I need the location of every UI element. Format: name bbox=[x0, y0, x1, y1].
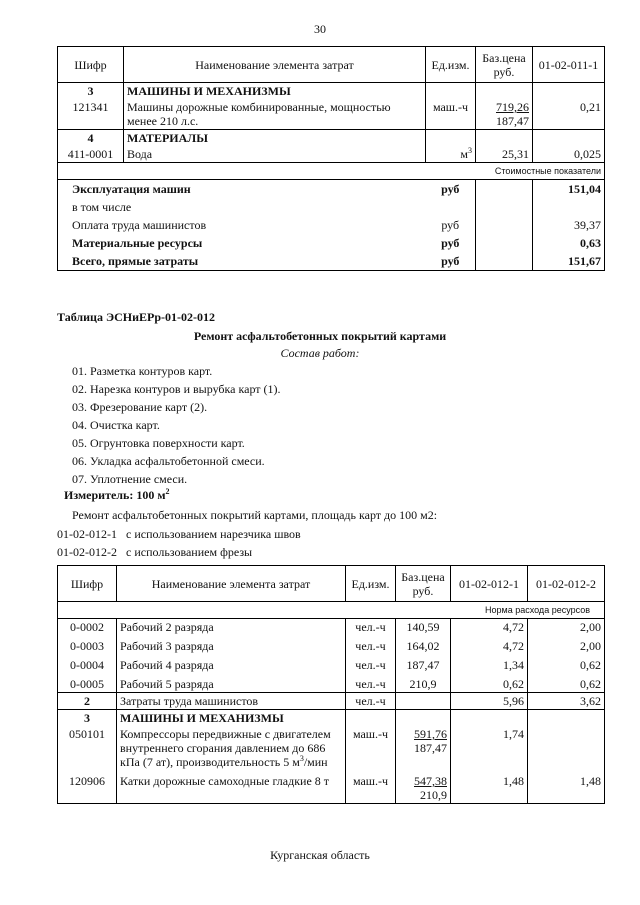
row-price: 25,31 bbox=[476, 146, 533, 163]
header-norm: 01-02-011-1 bbox=[533, 47, 605, 83]
work-title: Ремонт асфальтобетонных покрытий картами bbox=[193, 329, 447, 343]
cost-indicators-note: Стоимостные показатели bbox=[58, 163, 605, 180]
page-number: 30 bbox=[314, 22, 326, 36]
header-name: Наименование элемента затрат bbox=[124, 47, 426, 83]
work-item: 07. Уплотнение смеси. bbox=[72, 472, 188, 486]
work-item: 03. Фрезерование карт (2). bbox=[72, 400, 208, 414]
row-code: 121341 bbox=[58, 99, 124, 130]
work-item: 01. Разметка контуров карт. bbox=[72, 364, 213, 378]
section-row bbox=[58, 130, 605, 147]
row-value: 0,025 bbox=[533, 146, 605, 163]
section-row: 2 Затраты труда машинистов чел.-ч 5,96 3,62 bbox=[58, 693, 605, 710]
work-item: 05. Огрунтовка поверхности карт. bbox=[72, 436, 245, 450]
row-name: Вода bbox=[124, 146, 426, 163]
note-row bbox=[58, 602, 605, 619]
summary-row: Материальные ресурсы руб 0,63 bbox=[58, 234, 605, 252]
price-bottom: 187,47 bbox=[496, 114, 529, 128]
table-row: 0-0002 Рабочий 2 разряда чел.-ч 140,59 4,72 2,00 bbox=[58, 619, 605, 636]
table-row: 0-0005 Рабочий 5 разряда чел.-ч 210,9 0,62 0,62 bbox=[58, 673, 605, 693]
header-code: Шифр bbox=[58, 47, 124, 83]
note-row bbox=[58, 163, 605, 180]
table-title: Таблица ЭСНиЕРр-01-02-012 bbox=[57, 310, 216, 324]
work-item: 02. Нарезка контуров и вырубка карт (1). bbox=[72, 382, 281, 396]
header-code: Шифр bbox=[58, 566, 117, 602]
summary-row: Оплата труда машинистов руб 39,37 bbox=[58, 216, 605, 234]
table-row bbox=[58, 99, 605, 130]
summary-row: Эксплуатация машин руб 151,04 bbox=[58, 180, 605, 199]
variant-line bbox=[57, 527, 301, 542]
table-header bbox=[58, 566, 605, 602]
header-norm-2: 01-02-012-2 bbox=[528, 566, 605, 602]
table-header bbox=[58, 47, 605, 83]
table-row: 0-0003 Рабочий 3 разряда чел.-ч 164,02 4,72 2,00 bbox=[58, 635, 605, 654]
section-title: МАТЕРИАЛЫ bbox=[124, 130, 426, 147]
header-price: Баз.цена руб. bbox=[476, 47, 533, 83]
row-code: 411-0001 bbox=[58, 146, 124, 163]
summary-row: в том числе bbox=[58, 198, 605, 216]
variant-text: с использованием фрезы bbox=[126, 545, 253, 559]
variant-text: с использованием нарезчика швов bbox=[126, 527, 301, 541]
table-row: 050101 Компрессоры передвижные с двигателем внутреннего сгорания давлением до 686 кПа (7 ат), производительность 5 $м^3$/мин маш.-ч 591,76 187,47 1,74 bbox=[58, 726, 605, 770]
footer-region: Курганская область bbox=[270, 848, 370, 862]
section-row bbox=[58, 83, 605, 100]
norm-description: Ремонт асфальтобетонных покрытий картами, площадь карт до 100 м2: bbox=[72, 508, 438, 522]
header-unit: Ед.изм. bbox=[346, 566, 396, 602]
variant-line bbox=[57, 545, 252, 560]
row-price bbox=[476, 99, 533, 130]
row-unit: $м^3$ bbox=[426, 146, 476, 163]
section-code: 4 bbox=[58, 130, 124, 147]
cost-table-01-02-011 bbox=[57, 46, 605, 271]
row-name: Машины дорожные комбинированные, мощностью менее 210 л.с. bbox=[124, 99, 426, 130]
resource-table-01-02-012 bbox=[57, 565, 605, 804]
price-top: 719,26 bbox=[496, 100, 529, 114]
work-item: 04. Очистка карт. bbox=[72, 418, 160, 432]
table-row bbox=[58, 146, 605, 163]
variant-code: 01-02-012-1 bbox=[57, 527, 117, 541]
header-price: Баз.цена руб. bbox=[396, 566, 451, 602]
row-value: 0,21 bbox=[533, 99, 605, 130]
header-unit: Ед.изм. bbox=[426, 47, 476, 83]
summary-row: Всего, прямые затраты руб 151,67 bbox=[58, 252, 605, 271]
header-norm-1: 01-02-012-1 bbox=[451, 566, 528, 602]
variant-code: 01-02-012-2 bbox=[57, 545, 117, 559]
section-row: 3 МАШИНЫ И МЕХАНИЗМЫ bbox=[58, 710, 605, 727]
measure-unit: Измеритель: 100 $м^2$ bbox=[64, 487, 170, 502]
table-row: 0-0004 Рабочий 4 разряда чел.-ч 187,47 1,34 0,62 bbox=[58, 654, 605, 673]
section-code: 3 bbox=[58, 83, 124, 100]
header-name: Наименование элемента затрат bbox=[117, 566, 346, 602]
machine-name: Компрессоры передвижные с двигателем внутреннего сгорания давлением до 686 кПа (7 ат), производительность 5 $м^3$/мин bbox=[117, 726, 346, 770]
composition-heading: Состав работ: bbox=[280, 346, 360, 360]
table-row: 120906 Катки дорожные самоходные гладкие 8 т маш.-ч 547,38 210,9 1,48 1,48 bbox=[58, 770, 605, 804]
row-unit: маш.-ч bbox=[426, 99, 476, 130]
resource-norm-note: Норма расхода ресурсов bbox=[58, 602, 605, 619]
work-item: 06. Укладка асфальтобетонной смеси. bbox=[72, 454, 265, 468]
section-title: МАШИНЫ И МЕХАНИЗМЫ bbox=[124, 83, 426, 100]
